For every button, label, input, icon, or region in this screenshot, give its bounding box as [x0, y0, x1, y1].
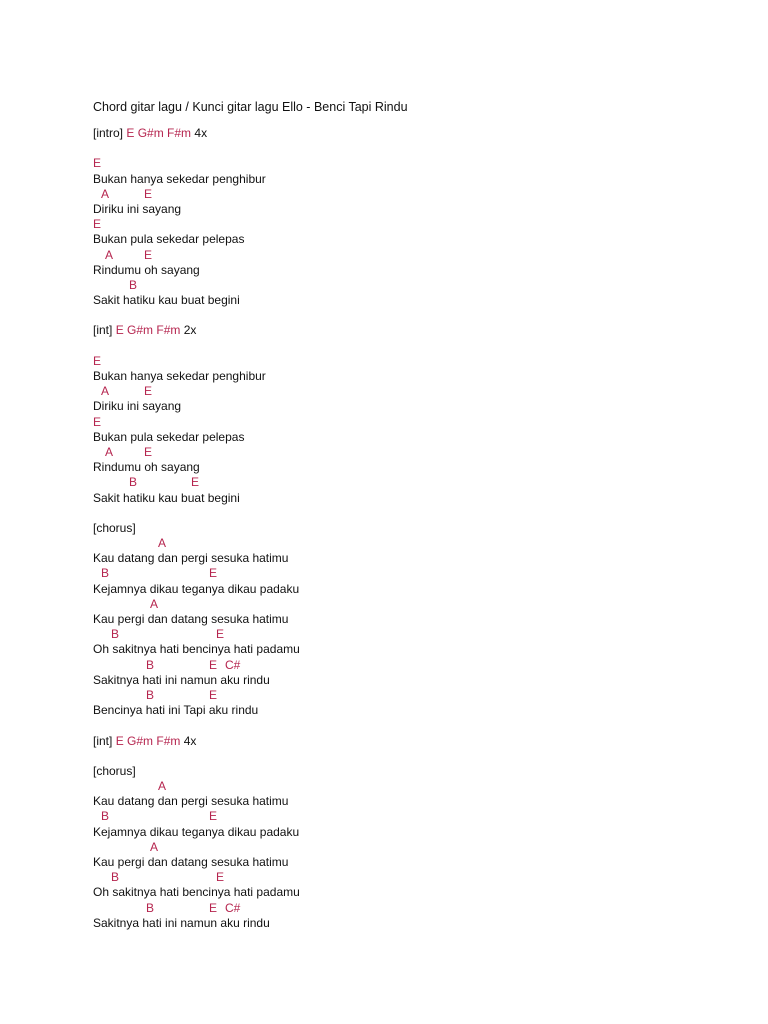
lyric-line: Oh sakitnya hati bencinya hati padamu: [93, 885, 300, 900]
chord: E: [144, 247, 153, 262]
chord: B: [146, 900, 155, 915]
section-gap: [93, 749, 733, 764]
interlude-tag: [int]: [93, 733, 113, 748]
chord: A: [101, 186, 110, 201]
chord-line: [93, 475, 733, 490]
lyric-line: Bencinya hati ini Tapi aku rindu: [93, 703, 259, 718]
chord-line: [93, 217, 733, 232]
lyric-line: Kau pergi dan datang sesuka hatimu: [93, 612, 289, 626]
chord: E: [144, 444, 153, 459]
lyric-line: Kau pergi dan datang sesuka hatimu: [93, 855, 289, 869]
chord: E: [191, 475, 200, 490]
chord-line: [93, 156, 733, 171]
section-gap: [93, 506, 733, 521]
chord: A: [105, 444, 114, 459]
lyric-line: Kau datang dan pergi sesuka hatimu: [93, 794, 289, 809]
interlude-line: [93, 323, 733, 338]
interlude-tag: [int]: [93, 323, 113, 338]
lyric-line: Oh sakitnya hati bencinya hati padamu: [93, 642, 300, 657]
lyric-line: Bukan hanya sekedar penghibur: [93, 369, 266, 383]
lyric-line: Diriku ini sayang: [93, 399, 182, 414]
chord: B: [129, 475, 138, 490]
intro-chords: E G#m F#m: [126, 126, 192, 140]
section-gap: [93, 718, 733, 733]
chord: B: [101, 566, 110, 581]
lyric-line: Bukan pula sekedar pelepas: [93, 232, 245, 247]
chord-line: [93, 187, 733, 202]
chord: A: [105, 247, 114, 262]
chord-line: [93, 248, 733, 263]
chord: B: [146, 657, 155, 672]
chord: E: [93, 156, 102, 171]
chord-line: [93, 384, 733, 399]
section-gap: [93, 339, 733, 354]
interlude-repeat: 4x: [183, 733, 197, 748]
chord-line: [93, 658, 733, 673]
chord-line: [93, 840, 733, 855]
chord-line: [93, 278, 733, 293]
chorus-tag: [chorus]: [93, 520, 136, 535]
lyric-line: Bukan hanya sekedar penghibur: [93, 171, 266, 186]
lyric-line: Bukan pula sekedar pelepas: [93, 429, 245, 444]
chord: E: [93, 353, 102, 368]
chord-line: [93, 901, 733, 916]
chord: E: [93, 414, 102, 429]
chord: B: [111, 870, 120, 885]
chord-line: [93, 597, 733, 612]
interlude-chords: E G#m F#m: [115, 323, 181, 338]
intro-repeat: 4x: [194, 126, 208, 140]
lyric-line: Sakit hatiku kau buat begini: [93, 490, 240, 505]
chord: B: [146, 687, 155, 702]
chord: B: [111, 627, 120, 642]
lyric-line: Kejamnya dikau teganya dikau padaku: [93, 824, 300, 839]
chord: A: [150, 839, 159, 854]
chord: E: [216, 627, 225, 642]
chord: A: [158, 779, 167, 794]
chord-line: [93, 627, 733, 642]
chord: B: [129, 277, 138, 292]
lyrics-document: [93, 99, 733, 931]
lyric-line: Sakit hatiku kau buat begini: [93, 293, 240, 308]
lyric-line: Kau datang dan pergi sesuka hatimu: [93, 551, 289, 566]
chord: E: [93, 217, 102, 232]
chord-line: [93, 566, 733, 581]
chord: E: [144, 384, 153, 399]
lyric-line: Diriku ini sayang: [93, 201, 182, 216]
intro-line: [93, 126, 733, 141]
interlude-line: [93, 734, 733, 749]
chord: E: [209, 566, 218, 581]
intro-tag: [intro]: [93, 126, 124, 140]
section-gap: [93, 308, 733, 323]
section-gap: [93, 141, 733, 156]
lyric-line: Kejamnya dikau teganya dikau padaku: [93, 581, 300, 596]
chord-line: [93, 445, 733, 460]
lyric-line: Rindumu oh sayang: [93, 460, 200, 475]
chord-line: [93, 415, 733, 430]
chord-line: [93, 870, 733, 885]
chord: E: [216, 870, 225, 885]
chord: E: [209, 809, 218, 824]
chorus-tag: [chorus]: [93, 763, 136, 778]
chord: E: [144, 186, 153, 201]
chord: B: [101, 809, 110, 824]
chord: C#: [225, 900, 241, 915]
chord: E: [209, 687, 218, 702]
chord: A: [158, 536, 167, 551]
lyric-line: Sakitnya hati ini namun aku rindu: [93, 915, 270, 930]
chord-line: [93, 688, 733, 703]
chord-line: [93, 354, 733, 369]
chord: E: [209, 657, 218, 672]
lyric-line: Rindumu oh sayang: [93, 262, 200, 277]
chord-line: [93, 536, 733, 551]
chord: C#: [225, 657, 241, 672]
chord-line: [93, 809, 733, 824]
chord: A: [150, 596, 159, 611]
chord-line: [93, 779, 733, 794]
chord: E: [209, 900, 218, 915]
interlude-repeat: 2x: [183, 323, 197, 338]
interlude-chords: E G#m F#m: [115, 733, 181, 748]
page-title: Chord gitar lagu / Kunci gitar lagu Ello - Benci Tapi Rindu: [93, 100, 408, 114]
lyric-line: Sakitnya hati ini namun aku rindu: [93, 672, 270, 687]
chord: A: [101, 384, 110, 399]
